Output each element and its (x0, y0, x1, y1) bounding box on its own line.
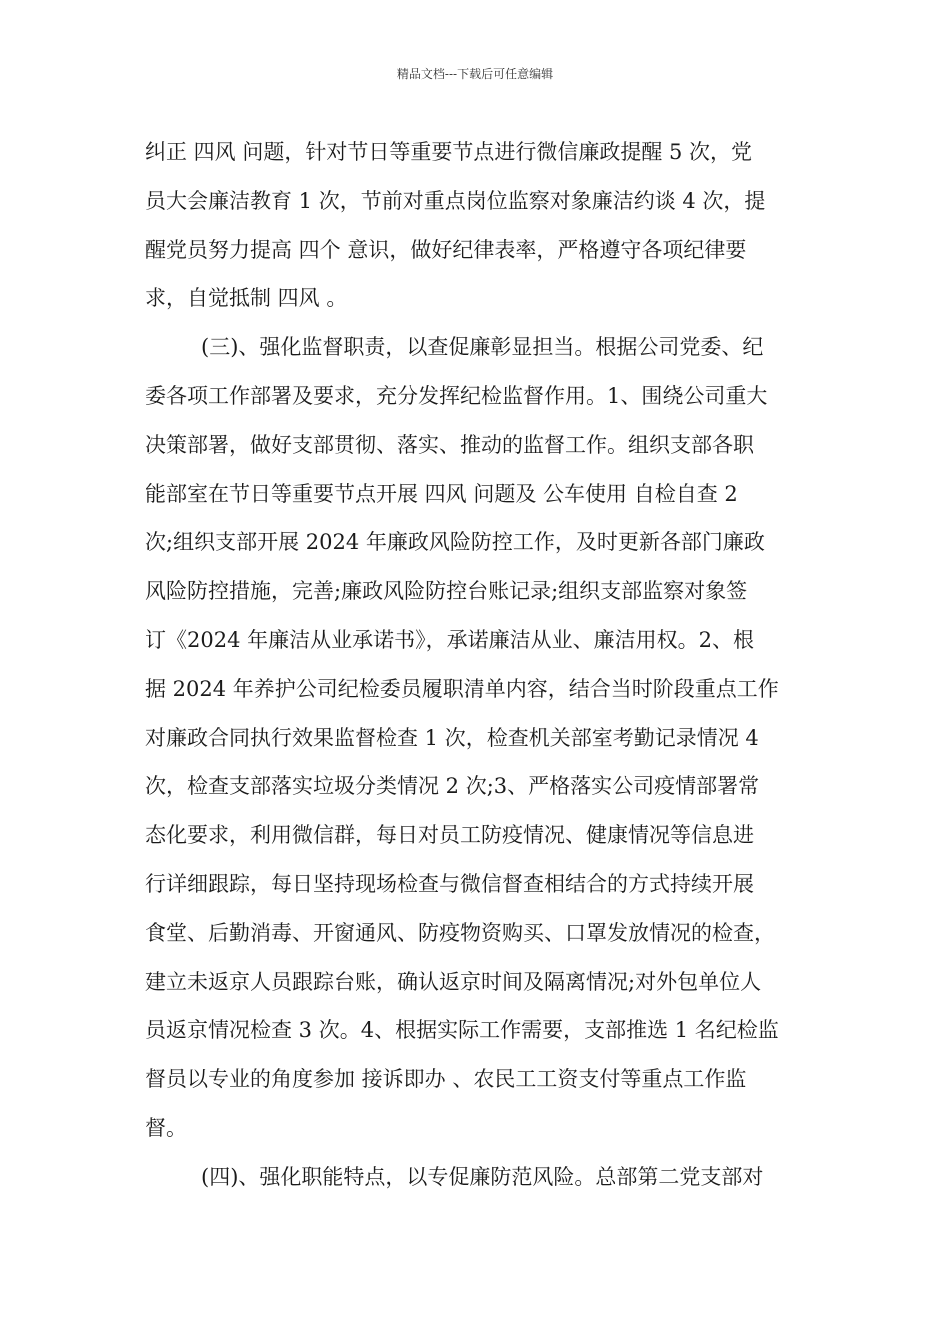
paragraph-start-line: (三)、强化监督职责，以查促廉彰显担当。根据公司党委、纪 (201, 335, 764, 360)
page-header: 精品文档---下载后可任意编辑 (396, 67, 554, 81)
text-line: 订《2024 年廉洁从业承诺书》，承诺廉洁从业、廉洁用权。2、根 (145, 627, 754, 652)
text-line: 求，自觉抵制 四风 。 (145, 286, 348, 311)
text-line: 纠正 四风 问题，针对节日等重要节点进行微信廉政提醒 5 次，党 (145, 140, 753, 164)
text-line: 态化要求，利用微信群，每日对员工防疫情况、健康情况等信息进 (145, 823, 754, 848)
text-line: 行详细跟踪，每日坚持现场检查与微信督查相结合的方式持续开展 (145, 871, 754, 896)
text-line: 员返京情况检查 3 次。4、根据实际工作需要，支部推选 1 名纪检监 (145, 1018, 779, 1043)
text-line: 对廉政合同执行效果监督检查 1 次，检查机关部室考勤记录情况 4 (145, 725, 759, 750)
document-body (145, 133, 825, 1207)
text-line: 风险防控措施，完善;廉政风险防控台账记录;组织支部监察对象签 (145, 579, 748, 604)
text-line: 能部室在节日等重要节点开展 四风 问题及 公车使用 自检自查 2 (145, 481, 738, 506)
text-line: 次;组织支部开展 2024 年廉政风险防控工作，及时更新各部门廉政 (145, 530, 765, 555)
text-line: 委各项工作部署及要求，充分发挥纪检监督作用。1、围绕公司重大 (145, 383, 768, 408)
text-line: 督员以专业的角度参加 接诉即办 、农民工工资支付等重点工作监 (145, 1067, 747, 1092)
text-line: 食堂、后勤消毒、开窗通风、防疫物资购买、口罩发放情况的检查， (145, 920, 775, 945)
text-line: 建立未返京人员跟踪台账，确认返京时间及隔离情况;对外包单位人 (145, 969, 762, 994)
text-line: 醒党员努力提高 四个 意识，做好纪律表率，严格遵守各项纪律要 (145, 237, 747, 262)
text-line: 督。 (145, 1115, 187, 1140)
text-line: 次，检查支部落实垃圾分类情况 2 次;3、严格落实公司疫情部署常 (145, 774, 760, 799)
text-line: 决策部署，做好支部贯彻、落实、推动的监督工作。组织支部各职 (145, 432, 754, 457)
text-line: 员大会廉洁教育 1 次，节前对重点岗位监察对象廉洁约谈 4 次，提 (145, 188, 766, 213)
paragraph-start-line: (四)、强化职能特点，以专促廉防范风险。总部第二党支部对 (201, 1164, 764, 1189)
text-line: 据 2024 年养护公司纪检委员履职清单内容，结合当时阶段重点工作 (145, 676, 779, 701)
